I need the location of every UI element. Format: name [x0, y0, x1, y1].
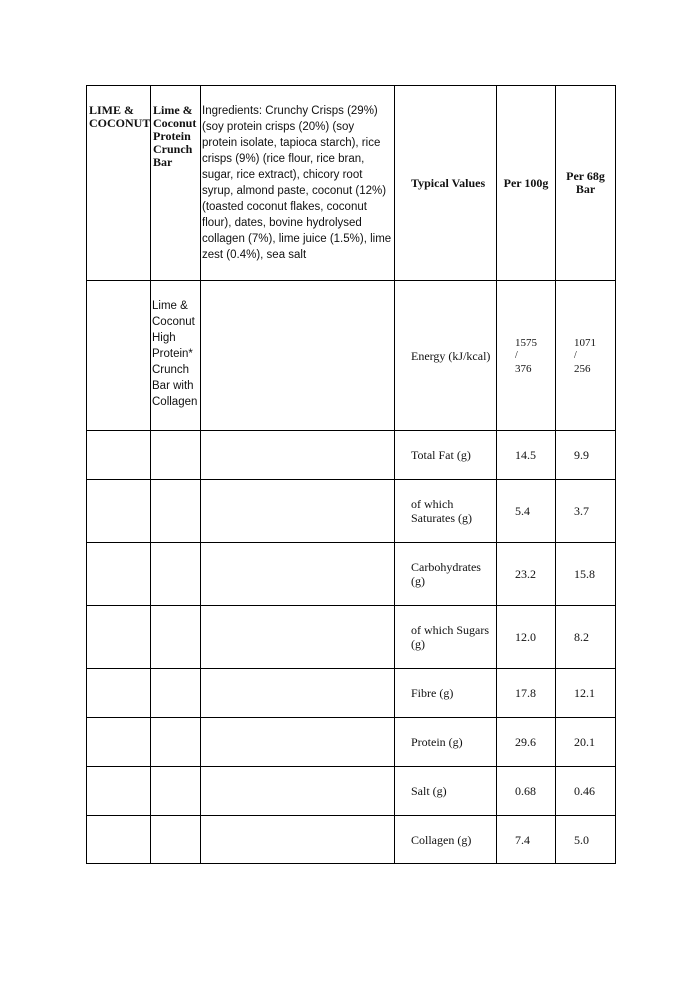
energy-label-cell [395, 281, 497, 431]
nutrient-per100-cell [497, 431, 556, 480]
energy-per100-cell [497, 281, 556, 431]
empty-cell [151, 816, 201, 864]
energy-bar-kcal: 256 [574, 362, 591, 375]
energy-per100-kj: 1575 [515, 336, 537, 349]
nutrient-bar: 8.2 [574, 630, 589, 644]
empty-cell [151, 543, 201, 606]
nutrient-bar: 9.9 [574, 448, 589, 462]
nutrient-per100-cell [497, 767, 556, 816]
nutrient-per100: 7.4 [515, 832, 530, 847]
nutrient-label: Collagen (g) [411, 832, 472, 847]
per-bar-header: Per 68g Bar [566, 169, 605, 196]
product-title-cell [151, 86, 201, 281]
nutrient-per100: 14.5 [515, 448, 536, 462]
nutrient-row [87, 816, 616, 864]
per100-header: Per 100g [503, 175, 549, 190]
nutrient-label-cell [395, 606, 497, 669]
nutrient-per100: 12.0 [515, 630, 536, 644]
nutrient-per100-cell [497, 480, 556, 543]
nutrient-label-cell [395, 718, 497, 767]
empty-cell [87, 767, 151, 816]
nutrient-per100-cell [497, 669, 556, 718]
nutrient-bar: 0.46 [574, 784, 595, 798]
nutrient-label: Carbohydrates (g) [411, 560, 481, 588]
nutrient-bar: 12.1 [574, 686, 595, 700]
empty-cell [87, 669, 151, 718]
nutrient-per100: 5.4 [515, 504, 530, 518]
nutrient-label-cell [395, 431, 497, 480]
nutrient-label-cell [395, 816, 497, 864]
nutrient-label-cell [395, 543, 497, 606]
energy-per100-kcal: 376 [515, 362, 532, 375]
description-cell [151, 281, 201, 431]
energy-label: Energy (kJ/kcal) [411, 348, 491, 363]
nutrient-row [87, 543, 616, 606]
empty-cell [87, 431, 151, 480]
typical-values-header-cell [395, 86, 497, 281]
nutrient-per100: 0.68 [515, 784, 536, 798]
flavour-name: LIME & COCONUT [89, 103, 151, 130]
nutrient-per100: 17.8 [515, 686, 536, 700]
nutrient-per100: 29.6 [515, 735, 536, 749]
nutrient-label-cell [395, 480, 497, 543]
nutrient-bar-cell [556, 606, 616, 669]
energy-per100 [497, 336, 555, 376]
flavour-cell [87, 86, 151, 281]
nutrient-label: Protein (g) [411, 735, 463, 749]
nutrient-row [87, 606, 616, 669]
nutrition-table [86, 85, 616, 864]
nutrient-per100-cell [497, 816, 556, 864]
ingredients-text: Ingredients: Crunchy Crisps (29%) (soy protein crisps (20%) (soy protein isolate, tapioca starch), rice crisps (9%) (rice flour, rice bran, sugar, rice extract), chicory root syrup, almond paste, coconut (12%) (toasted coconut flakes, coconut flour), dates, bovine hydrolysed collagen (7%), lime juice (1.5%), lime zest (0.4%), sea salt [202, 105, 392, 261]
energy-separator: / [574, 349, 577, 361]
nutrient-bar-cell [556, 669, 616, 718]
nutrient-per100-cell [497, 543, 556, 606]
energy-bar-cell [556, 281, 616, 431]
product-title: Lime & Coconut Protein Crunch Bar [153, 103, 197, 169]
nutrient-label: Total Fat (g) [411, 448, 471, 462]
nutrient-bar-cell [556, 767, 616, 816]
empty-cell [87, 281, 151, 431]
nutrient-bar: 20.1 [574, 735, 595, 749]
empty-cell [201, 767, 395, 816]
energy-separator: / [515, 349, 518, 361]
empty-cell [87, 816, 151, 864]
empty-cell [151, 606, 201, 669]
nutrient-row [87, 669, 616, 718]
nutrient-label: Salt (g) [411, 784, 447, 798]
nutrient-label-cell [395, 669, 497, 718]
nutrient-per100-cell [497, 718, 556, 767]
nutrient-row [87, 718, 616, 767]
empty-cell [201, 669, 395, 718]
nutrient-label: Fibre (g) [411, 686, 454, 700]
nutrient-label: of which Saturates (g) [411, 497, 472, 525]
empty-cell [151, 431, 201, 480]
empty-cell [87, 543, 151, 606]
nutrient-bar: 15.8 [574, 567, 595, 581]
empty-cell [87, 480, 151, 543]
empty-cell [201, 431, 395, 480]
empty-cell [87, 606, 151, 669]
nutrient-label-cell [395, 767, 497, 816]
nutrient-row [87, 431, 616, 480]
per-bar-header-cell [556, 86, 616, 281]
nutrient-row [87, 480, 616, 543]
nutrient-per100-cell [497, 606, 556, 669]
product-description: Lime & Coconut High Protein* Crunch Bar with Collagen [152, 300, 198, 408]
per100-header-cell [497, 86, 556, 281]
empty-cell [87, 718, 151, 767]
ingredients-cell [201, 86, 395, 281]
empty-cell [151, 669, 201, 718]
nutrient-bar: 3.7 [574, 504, 589, 518]
energy-row [87, 281, 616, 431]
nutrient-bar-cell [556, 431, 616, 480]
nutrient-bar-cell [556, 718, 616, 767]
empty-cell [201, 606, 395, 669]
empty-cell [151, 767, 201, 816]
empty-cell [151, 480, 201, 543]
empty-cell [201, 718, 395, 767]
nutrient-bar-cell [556, 816, 616, 864]
nutrient-row [87, 767, 616, 816]
energy-bar [556, 336, 615, 376]
nutrient-label: of which Sugars (g) [411, 623, 489, 651]
empty-cell [201, 480, 395, 543]
empty-cell [201, 281, 395, 431]
empty-cell [151, 718, 201, 767]
nutrient-per100: 23.2 [515, 567, 536, 581]
typical-values-header: Typical Values [411, 175, 486, 190]
nutrient-bar: 5.0 [574, 832, 589, 847]
empty-cell [201, 816, 395, 864]
energy-bar-kj: 1071 [574, 336, 596, 349]
header-row [87, 86, 616, 281]
nutrient-bar-cell [556, 543, 616, 606]
empty-cell [201, 543, 395, 606]
nutrient-bar-cell [556, 480, 616, 543]
